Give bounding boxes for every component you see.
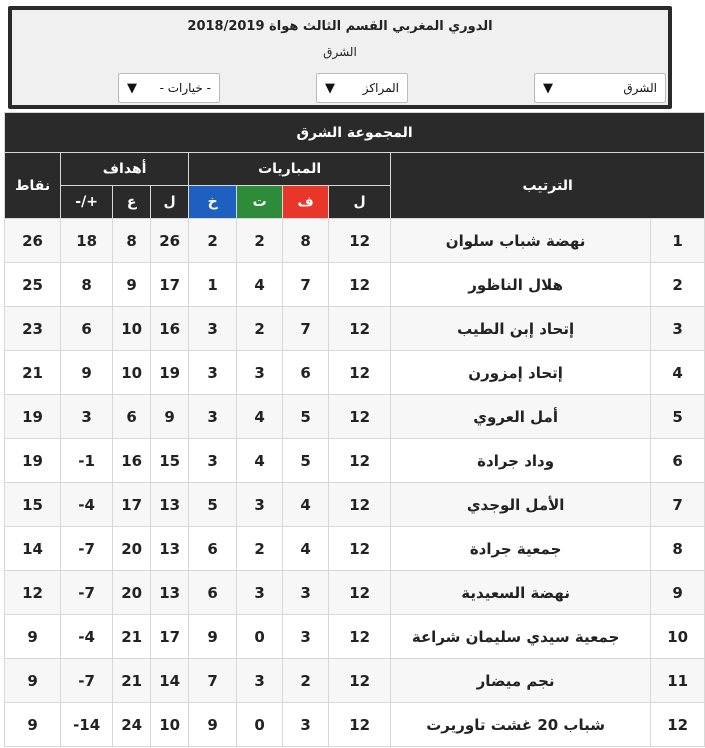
goal-difference: -1 bbox=[61, 439, 113, 483]
team-points: 23 bbox=[5, 307, 61, 351]
team-rank: 12 bbox=[651, 703, 705, 747]
matches-played: 12 bbox=[329, 395, 391, 439]
goals-for: 13 bbox=[151, 571, 189, 615]
matches-lost: 3 bbox=[189, 307, 237, 351]
matches-played: 12 bbox=[329, 263, 391, 307]
goals-against: 20 bbox=[113, 571, 151, 615]
matches-lost: 3 bbox=[189, 395, 237, 439]
goal-difference: -7 bbox=[61, 571, 113, 615]
goal-difference: -7 bbox=[61, 659, 113, 703]
matches-lost: 1 bbox=[189, 263, 237, 307]
matches-played: 12 bbox=[329, 571, 391, 615]
matches-header: المباريات bbox=[189, 153, 391, 186]
team-rank: 8 bbox=[651, 527, 705, 571]
team-rank: 11 bbox=[651, 659, 705, 703]
matches-played: 12 bbox=[329, 483, 391, 527]
team-points: 14 bbox=[5, 527, 61, 571]
team-points: 9 bbox=[5, 615, 61, 659]
team-name[interactable]: نهضة السعيدية bbox=[391, 571, 651, 615]
goals-against: 24 bbox=[113, 703, 151, 747]
goals-for: 19 bbox=[151, 351, 189, 395]
table-row bbox=[5, 571, 705, 615]
options-select[interactable] bbox=[118, 73, 220, 103]
goals-for: 9 bbox=[151, 395, 189, 439]
team-points: 9 bbox=[5, 703, 61, 747]
team-name[interactable]: جمعية جرادة bbox=[391, 527, 651, 571]
matches-won: 3 bbox=[283, 615, 329, 659]
goals-for: 17 bbox=[151, 263, 189, 307]
played-header: ل bbox=[329, 186, 391, 219]
goals-against: 8 bbox=[113, 219, 151, 263]
goals-for: 13 bbox=[151, 527, 189, 571]
table-row bbox=[5, 703, 705, 747]
goal-difference: 18 bbox=[61, 219, 113, 263]
matches-drawn: 2 bbox=[237, 527, 283, 571]
league-header bbox=[8, 6, 672, 109]
matches-played: 12 bbox=[329, 307, 391, 351]
goals-against: 16 bbox=[113, 439, 151, 483]
goals-for: 10 bbox=[151, 703, 189, 747]
goal-difference: 9 bbox=[61, 351, 113, 395]
region-select-value: الشرق bbox=[623, 81, 657, 95]
matches-lost: 3 bbox=[189, 439, 237, 483]
goals-against: 6 bbox=[113, 395, 151, 439]
matches-drawn: 3 bbox=[237, 571, 283, 615]
team-points: 25 bbox=[5, 263, 61, 307]
goals-against: 9 bbox=[113, 263, 151, 307]
matches-played: 12 bbox=[329, 351, 391, 395]
points-header: نقاط bbox=[5, 153, 61, 219]
options-select-value: - خيارات - bbox=[159, 81, 211, 95]
team-name[interactable]: الأمل الوجدي bbox=[391, 483, 651, 527]
chevron-down-icon: ▼ bbox=[127, 80, 137, 96]
goals-for: 13 bbox=[151, 483, 189, 527]
standings-body bbox=[5, 219, 705, 747]
team-name[interactable]: نجم ميضار bbox=[391, 659, 651, 703]
table-row bbox=[5, 615, 705, 659]
chevron-down-icon: ▼ bbox=[543, 80, 553, 96]
league-subtitle: الشرق bbox=[323, 45, 357, 59]
goals-for: 26 bbox=[151, 219, 189, 263]
matches-won: 3 bbox=[283, 571, 329, 615]
matches-won: 2 bbox=[283, 659, 329, 703]
matches-won: 4 bbox=[283, 483, 329, 527]
team-rank: 3 bbox=[651, 307, 705, 351]
team-points: 19 bbox=[5, 395, 61, 439]
team-points: 12 bbox=[5, 571, 61, 615]
group-title: المجموعة الشرق bbox=[5, 113, 705, 153]
team-name[interactable]: أمل العروي bbox=[391, 395, 651, 439]
won-header: ف bbox=[283, 186, 329, 219]
goals-against: 20 bbox=[113, 527, 151, 571]
team-rank: 9 bbox=[651, 571, 705, 615]
table-row bbox=[5, 351, 705, 395]
matches-lost: 3 bbox=[189, 351, 237, 395]
goals-for: 15 bbox=[151, 439, 189, 483]
team-rank: 7 bbox=[651, 483, 705, 527]
team-name[interactable]: إتحاد إمزورن bbox=[391, 351, 651, 395]
goals-for: 16 bbox=[151, 307, 189, 351]
team-points: 21 bbox=[5, 351, 61, 395]
goals-against-header: ع bbox=[113, 186, 151, 219]
goal-difference: -4 bbox=[61, 483, 113, 527]
team-points: 15 bbox=[5, 483, 61, 527]
goals-header: أهداف bbox=[61, 153, 189, 186]
team-name[interactable]: وداد جرادة bbox=[391, 439, 651, 483]
team-name[interactable]: شباب 20 غشت تاوريرت bbox=[391, 703, 651, 747]
matches-drawn: 3 bbox=[237, 659, 283, 703]
chevron-down-icon: ▼ bbox=[325, 80, 335, 96]
team-rank: 1 bbox=[651, 219, 705, 263]
rank-header: الترتيب bbox=[391, 153, 705, 219]
positions-select-value: المراكز bbox=[362, 81, 399, 95]
matches-lost: 9 bbox=[189, 703, 237, 747]
matches-won: 6 bbox=[283, 351, 329, 395]
league-header-panel bbox=[12, 10, 668, 105]
matches-played: 12 bbox=[329, 219, 391, 263]
table-row bbox=[5, 527, 705, 571]
goal-difference: 8 bbox=[61, 263, 113, 307]
drawn-header: ت bbox=[237, 186, 283, 219]
matches-lost: 7 bbox=[189, 659, 237, 703]
matches-drawn: 3 bbox=[237, 483, 283, 527]
team-rank: 5 bbox=[651, 395, 705, 439]
goal-difference: 6 bbox=[61, 307, 113, 351]
matches-won: 7 bbox=[283, 307, 329, 351]
standings-table bbox=[4, 112, 705, 747]
matches-won: 4 bbox=[283, 527, 329, 571]
goals-for: 17 bbox=[151, 615, 189, 659]
matches-lost: 2 bbox=[189, 219, 237, 263]
goals-against: 10 bbox=[113, 351, 151, 395]
matches-drawn: 4 bbox=[237, 263, 283, 307]
goal-difference: -14 bbox=[61, 703, 113, 747]
team-name[interactable]: هلال الناظور bbox=[391, 263, 651, 307]
team-rank: 6 bbox=[651, 439, 705, 483]
lost-header: خ bbox=[189, 186, 237, 219]
team-rank: 4 bbox=[651, 351, 705, 395]
goals-against: 21 bbox=[113, 615, 151, 659]
goals-against: 17 bbox=[113, 483, 151, 527]
matches-lost: 5 bbox=[189, 483, 237, 527]
matches-won: 7 bbox=[283, 263, 329, 307]
league-title: الدوري المغربي القسم الثالث هواة 2018/2019 bbox=[187, 19, 493, 34]
matches-played: 12 bbox=[329, 615, 391, 659]
region-select[interactable] bbox=[534, 73, 666, 103]
team-name[interactable]: نهضة شباب سلوان bbox=[391, 219, 651, 263]
matches-drawn: 2 bbox=[237, 307, 283, 351]
goal-difference: -4 bbox=[61, 615, 113, 659]
team-name[interactable]: جمعية سيدي سليمان شراعة bbox=[391, 615, 651, 659]
goals-for-header: ل bbox=[151, 186, 189, 219]
goals-against: 21 bbox=[113, 659, 151, 703]
matches-lost: 6 bbox=[189, 527, 237, 571]
team-rank: 10 bbox=[651, 615, 705, 659]
table-row bbox=[5, 219, 705, 263]
table-row bbox=[5, 659, 705, 703]
goal-difference: -7 bbox=[61, 527, 113, 571]
matches-played: 12 bbox=[329, 439, 391, 483]
matches-drawn: 0 bbox=[237, 703, 283, 747]
matches-lost: 9 bbox=[189, 615, 237, 659]
matches-played: 12 bbox=[329, 703, 391, 747]
matches-drawn: 3 bbox=[237, 351, 283, 395]
table-row bbox=[5, 439, 705, 483]
matches-won: 8 bbox=[283, 219, 329, 263]
table-row bbox=[5, 307, 705, 351]
matches-played: 12 bbox=[329, 659, 391, 703]
team-points: 19 bbox=[5, 439, 61, 483]
team-name[interactable]: إتحاد إبن الطيب bbox=[391, 307, 651, 351]
matches-drawn: 4 bbox=[237, 395, 283, 439]
table-row bbox=[5, 263, 705, 307]
team-rank: 2 bbox=[651, 263, 705, 307]
matches-won: 3 bbox=[283, 703, 329, 747]
goals-for: 14 bbox=[151, 659, 189, 703]
table-row bbox=[5, 483, 705, 527]
positions-select[interactable] bbox=[316, 73, 408, 103]
goal-diff-header: +/- bbox=[61, 186, 113, 219]
goal-difference: 3 bbox=[61, 395, 113, 439]
matches-drawn: 2 bbox=[237, 219, 283, 263]
matches-played: 12 bbox=[329, 527, 391, 571]
goals-against: 10 bbox=[113, 307, 151, 351]
team-points: 26 bbox=[5, 219, 61, 263]
team-points: 9 bbox=[5, 659, 61, 703]
matches-drawn: 4 bbox=[237, 439, 283, 483]
matches-won: 5 bbox=[283, 395, 329, 439]
matches-won: 5 bbox=[283, 439, 329, 483]
matches-drawn: 0 bbox=[237, 615, 283, 659]
matches-lost: 6 bbox=[189, 571, 237, 615]
table-row bbox=[5, 395, 705, 439]
